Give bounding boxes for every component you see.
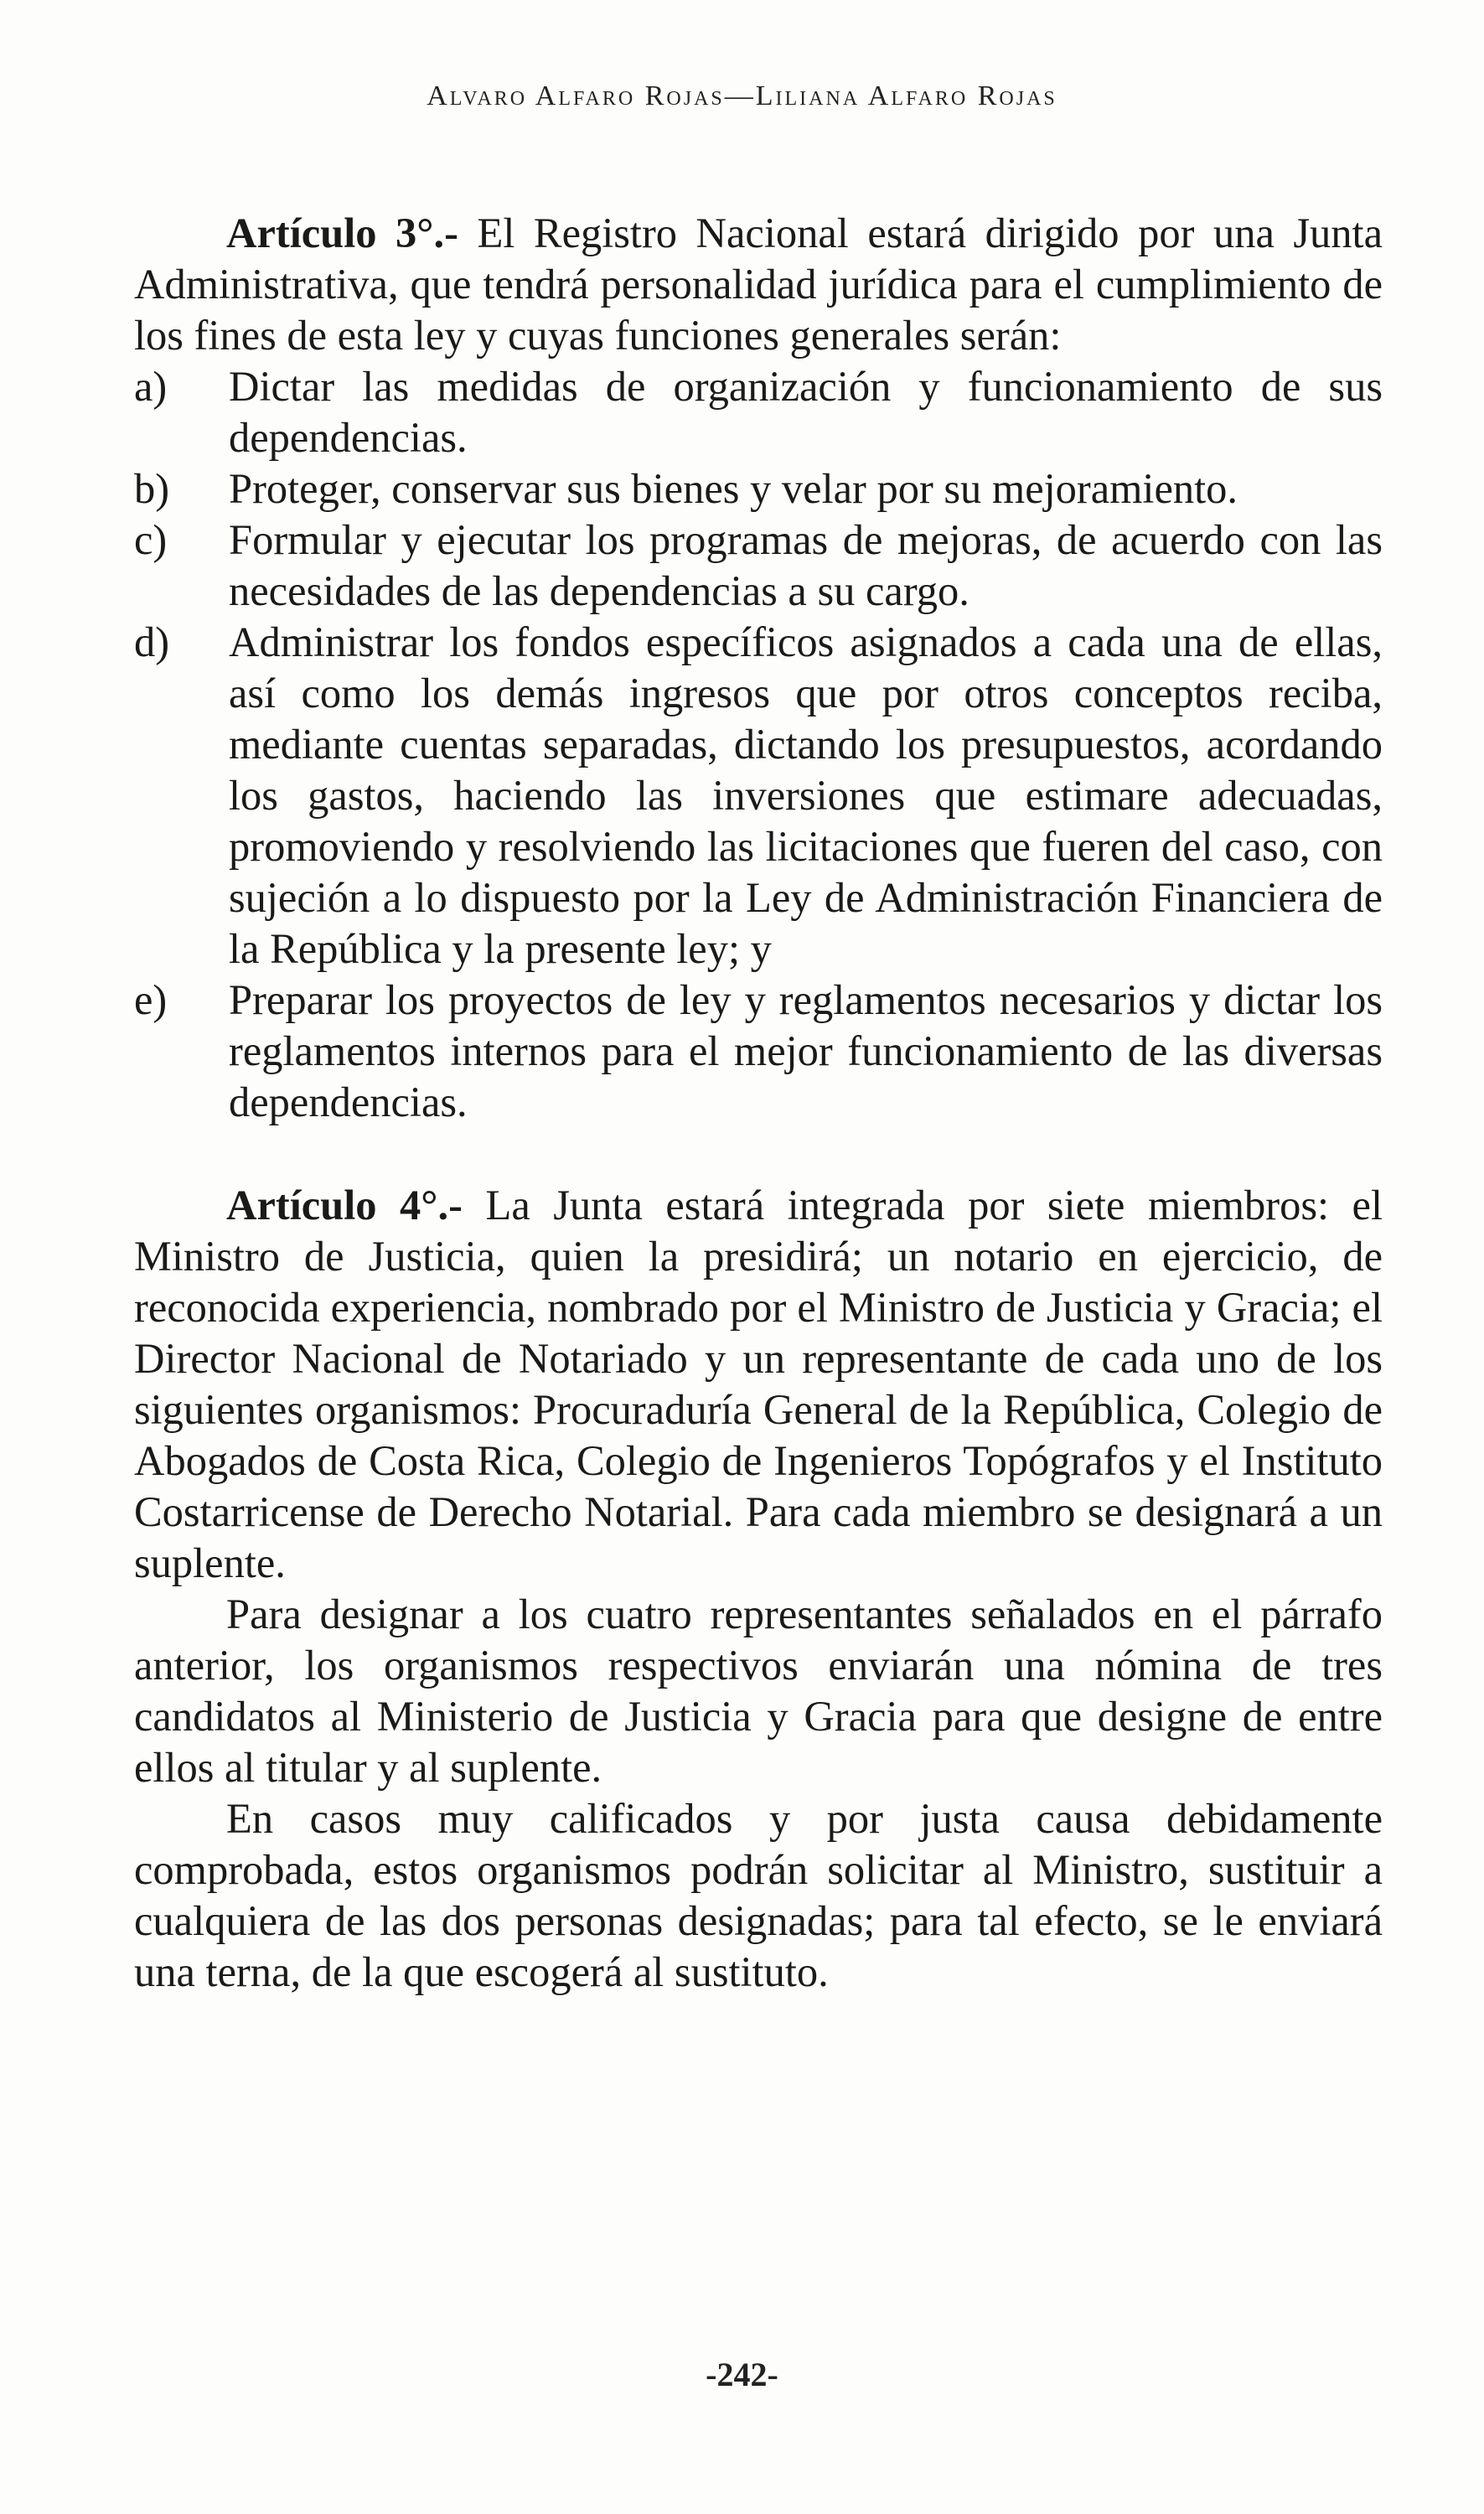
article-4-paragraph-3: En casos muy calificados y por justa causa debidamente comprobada, estos organismos podrán solicitar al Ministro, sustituir a cualquiera de las dos personas designadas; para tal efecto, se le enviará una terna, de la que escogerá al sustituto. — [134, 1795, 1383, 1995]
page-number: -242- — [706, 2356, 778, 2393]
list-item-text: Preparar los proyectos de ley y reglamentos necesarios y dictar los reglamentos internos para el mejor funcionamiento de las diversas dependencias. — [229, 976, 1383, 1125]
list-item — [134, 463, 1383, 515]
list-item — [134, 515, 1383, 617]
article-4-paragraph-1-text: La Junta estará integrada por siete miembros: el Ministro de Justicia, quien la presidirá; un notario en ejercicio, de reconocida experiencia, nombrado por el Ministro de Justicia y Gracia; el Director Nacional de Notariado y un representante de cada uno de los siguientes organismos: Procuraduría General de la República, Colegio de Abogados de Costa Rica, Colegio de Ingenieros Topógrafos y el Instituto Costarricense de Derecho Notarial. Para cada miembro se designará a un suplente. — [134, 1182, 1383, 1586]
list-marker: b) — [134, 465, 170, 512]
list-item — [134, 975, 1383, 1128]
list-marker: a) — [134, 363, 168, 410]
article-3-functions-list — [134, 361, 1383, 1128]
list-item — [134, 361, 1383, 463]
running-head: Alvaro Alfaro Rojas—Liliana Alfaro Rojas — [427, 80, 1057, 111]
article-4-paragraph-2: Para designar a los cuatro representantes señalados en el párrafo anterior, los organismos respectivos enviarán una nómina de tres candidatos al Ministerio de Justicia y Gracia para que designe de entre ellos al titular y al suplente. — [134, 1591, 1383, 1791]
list-marker: c) — [134, 516, 168, 563]
article-3-intro — [134, 208, 1383, 361]
article-4-paragraph-1 — [134, 1180, 1383, 1589]
page-body — [134, 208, 1383, 1998]
list-marker: e) — [134, 976, 168, 1023]
article-3-intro-text: El Registro Nacional estará dirigido por una Junta Administrativa, que tendrá personalidad jurídica para el cumplimiento de los fines de esta ley y cuyas funciones generales serán: — [134, 210, 1383, 359]
article-4-label: Artículo 4°.- — [226, 1182, 463, 1229]
list-marker: d) — [134, 618, 170, 665]
article-3-label: Artículo 3°.- — [226, 210, 458, 256]
list-item-text: Dictar las medidas de organización y funcionamiento de sus dependencias. — [229, 363, 1383, 461]
list-item-text: Formular y ejecutar los programas de mejoras, de acuerdo con las necesidades de las dependencias a su cargo. — [229, 516, 1383, 614]
list-item — [134, 617, 1383, 975]
list-item-text: Administrar los fondos específicos asignados a cada una de ellas, así como los demás ingresos que por otros conceptos reciba, mediante cuentas separadas, dictando los presupuestos, acordando los gastos, haciendo las inversiones que estimare adecuadas, promoviendo y resolviendo las licitaciones que fueren del caso, con sujeción a lo dispuesto por la Ley de Administración Financiera de la República y la presente ley; y — [229, 618, 1383, 972]
list-item-text: Proteger, conservar sus bienes y velar por su mejoramiento. — [229, 465, 1238, 512]
